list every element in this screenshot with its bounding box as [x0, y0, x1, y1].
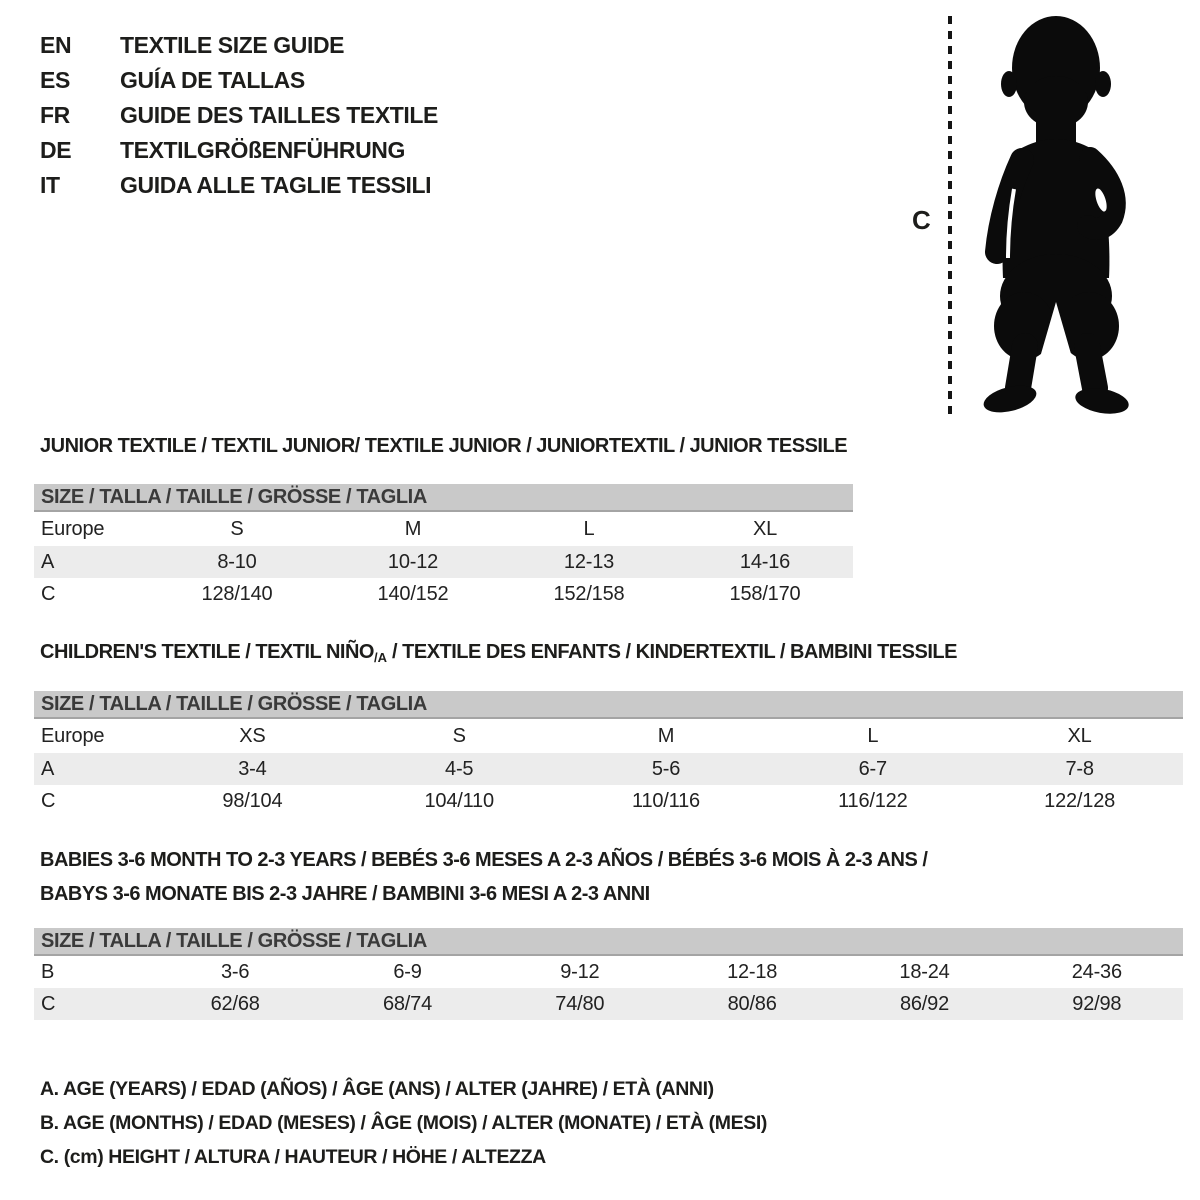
children-title-sub: /A [373, 650, 387, 665]
cell: 6-9 [393, 960, 422, 983]
height-measure-dashed-line [948, 16, 952, 418]
children-header-row [34, 719, 1183, 753]
babies-row-height [34, 988, 1183, 1020]
cell: 152/158 [553, 582, 625, 605]
children-section-title [40, 641, 957, 669]
cell: 12-18 [727, 960, 778, 983]
row-label: A [41, 757, 55, 780]
cell: 74/80 [555, 992, 605, 1015]
size-col: XS [239, 724, 266, 747]
children-size-table [34, 691, 1183, 817]
cell: 98/104 [222, 789, 283, 812]
babies-title-line2: BABYS 3-6 MONATE BIS 2-3 JAHRE / BAMBINI 3-6 MESI A 2-3 ANNI [40, 883, 650, 905]
cell: 14-16 [739, 550, 791, 573]
cell: 122/128 [1044, 789, 1116, 812]
row-label: A [41, 550, 55, 573]
cell: 8-10 [217, 550, 257, 573]
junior-size-table [34, 484, 853, 610]
size-col: S [230, 517, 244, 540]
lang-title: TEXTILGRÖßENFÜHRUNG [120, 137, 405, 163]
babies-row-months [34, 956, 1183, 988]
lang-code: IT [40, 172, 60, 198]
row-label: C [41, 582, 56, 605]
lang-code: FR [40, 102, 70, 128]
legend-age-years: A. AGE (YEARS) / EDAD (AÑOS) / ÂGE (ANS) / ALTER (JAHRE) / ETÀ (ANNI) [40, 1078, 714, 1100]
size-col: M [404, 517, 422, 540]
lang-row-es [40, 63, 438, 98]
row-label: C [41, 789, 56, 812]
cell: 92/98 [1072, 992, 1122, 1015]
cell: 3-4 [238, 757, 267, 780]
cell: 158/170 [729, 582, 801, 605]
cell: 104/110 [424, 789, 494, 812]
cell: 140/152 [377, 582, 449, 605]
junior-table [34, 512, 853, 610]
junior-size-bar: SIZE / TALLA / TAILLE / GRÖSSE / TAGLIA [34, 484, 853, 512]
children-title-suffix: / TEXTILE DES ENFANTS / KINDERTEXTIL / BAMBINI TESSILE [386, 641, 957, 663]
cell: 5-6 [651, 757, 681, 780]
cell: 24-36 [1071, 960, 1122, 983]
junior-row-age [34, 546, 853, 578]
height-measure-label-c: C [912, 205, 931, 235]
baby-toddler-silhouette-icon [972, 14, 1136, 418]
lang-title: GUIDE DES TAILLES TEXTILE [120, 102, 438, 128]
lang-row-fr [40, 98, 438, 133]
babies-table [34, 956, 1183, 1020]
cell: 7-8 [1065, 757, 1094, 780]
babies-size-bar: SIZE / TALLA / TAILLE / GRÖSSE / TAGLIA [34, 928, 1183, 956]
lang-code: ES [40, 67, 70, 93]
region-label: Europe [41, 517, 105, 540]
size-col: XL [752, 517, 778, 540]
lang-title: TEXTILE SIZE GUIDE [120, 32, 345, 58]
cell: 86/92 [899, 992, 949, 1015]
lang-code: DE [40, 137, 72, 163]
cell: 3-6 [221, 960, 250, 983]
language-title-block [40, 28, 438, 203]
legend-block [40, 1072, 767, 1174]
cell: 4-5 [445, 757, 474, 780]
lang-title: GUIDA ALLE TAGLIE TESSILI [120, 172, 432, 198]
junior-section-title: JUNIOR TEXTILE / TEXTIL JUNIOR/ TEXTILE JUNIOR / JUNIORTEXTIL / JUNIOR TESSILE [40, 435, 848, 457]
cell: 110/116 [632, 789, 700, 812]
lang-row-it [40, 168, 438, 203]
lang-code: EN [40, 32, 72, 58]
junior-row-height [34, 578, 853, 610]
size-col: S [452, 724, 466, 747]
babies-title-line1: BABIES 3-6 MONTH TO 2-3 YEARS / BEBÉS 3-6 MESES A 2-3 AÑOS / BÉBÉS 3-6 MOIS À 2-3 ANS / [40, 849, 928, 871]
lang-title: GUÍA DE TALLAS [120, 67, 305, 93]
row-label: C [41, 992, 56, 1015]
size-col: M [657, 724, 675, 747]
lang-row-de [40, 133, 438, 168]
size-col: L [867, 724, 879, 747]
cell: 68/74 [382, 992, 433, 1015]
cell: 18-24 [899, 960, 950, 983]
children-row-age [34, 753, 1183, 785]
children-size-bar: SIZE / TALLA / TAILLE / GRÖSSE / TAGLIA [34, 691, 1183, 719]
junior-header-row [34, 512, 853, 546]
cell: 10-12 [387, 550, 439, 573]
cell: 116/122 [838, 789, 908, 812]
cell: 62/68 [210, 992, 260, 1015]
children-row-height [34, 785, 1183, 817]
children-table [34, 719, 1183, 817]
cell: 12-13 [563, 550, 615, 573]
region-label: Europe [41, 724, 105, 747]
children-title-prefix: CHILDREN'S TEXTILE / TEXTIL NIÑO [40, 641, 374, 663]
cell: 9-12 [560, 960, 600, 983]
legend-height-cm: C. (cm) HEIGHT / ALTURA / HAUTEUR / HÖHE / ALTEZZA [40, 1146, 546, 1168]
cell: 128/140 [201, 582, 273, 605]
lang-row-en [40, 28, 438, 63]
cell: 6-7 [858, 757, 887, 780]
size-col: L [583, 517, 595, 540]
row-label: B [41, 960, 55, 983]
cell: 80/86 [727, 992, 777, 1015]
legend-age-months: B. AGE (MONTHS) / EDAD (MESES) / ÂGE (MOIS) / ALTER (MONATE) / ETÀ (MESI) [40, 1112, 767, 1134]
babies-size-table [34, 928, 1183, 1020]
size-col: XL [1067, 724, 1092, 747]
babies-section-title [40, 843, 927, 911]
